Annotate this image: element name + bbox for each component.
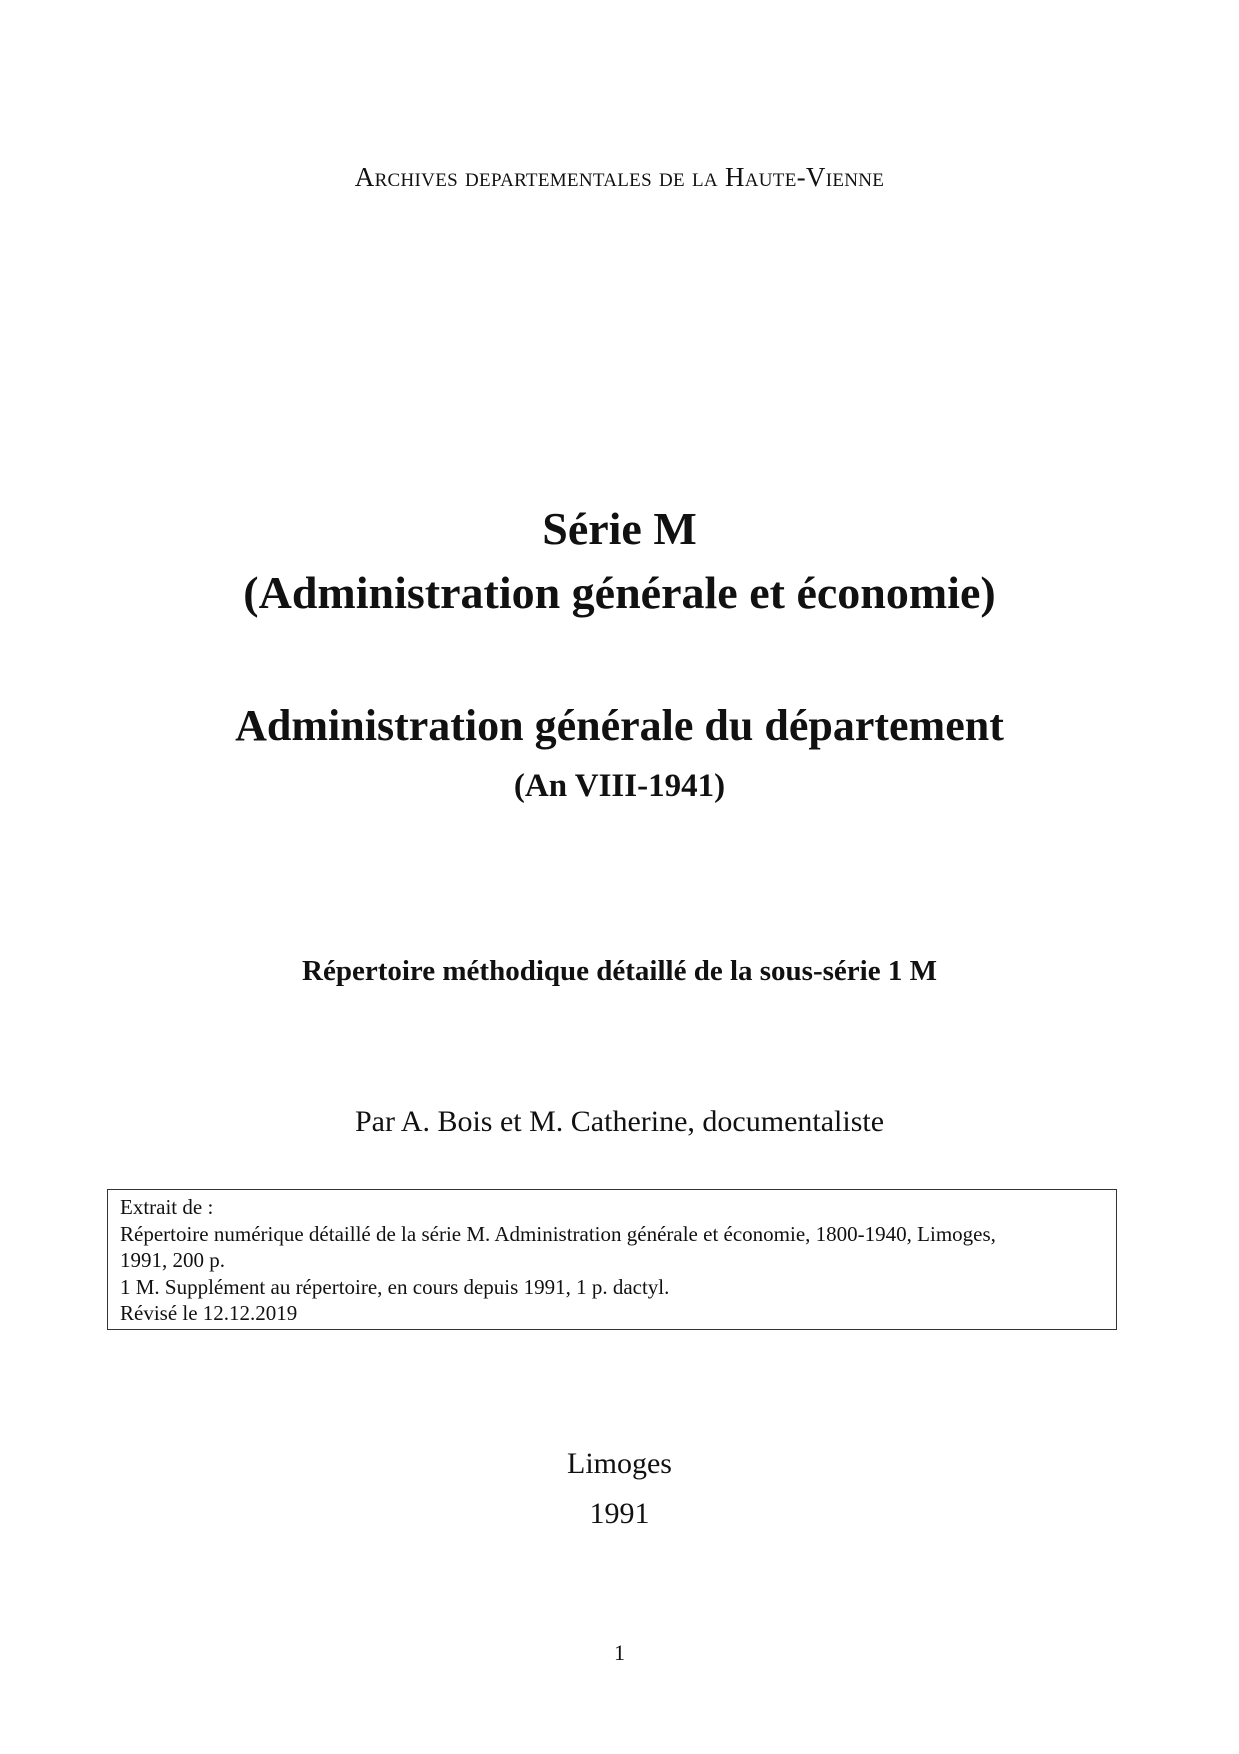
serie-subtitle: (Administration générale et économie) [243, 567, 996, 618]
authors-line: Par A. Bois et M. Catherine, documentaliste [354, 1105, 885, 1138]
main-title: Administration générale du département [235, 701, 1004, 750]
extract-box [107, 1189, 1117, 1330]
extract-line-5: Révisé le 12.12.2019 [120, 1301, 298, 1325]
extract-line-1: Extrait de : [120, 1195, 214, 1219]
date-range: (An VIII-1941) [513, 768, 726, 804]
serie-title-block [0, 497, 1239, 625]
institution-text-2: aute- [744, 162, 806, 192]
serie-title: Série M [542, 503, 697, 554]
document-subtitle: Répertoire méthodique détaillé de la sous-série 1 M [302, 955, 937, 987]
institution-heading [0, 162, 1239, 193]
institution-text-3: ienne [825, 162, 885, 192]
page-number: 1 [614, 1640, 625, 1665]
institution-cap-2: H [724, 162, 745, 192]
publication-place: Limoges [567, 1447, 672, 1480]
publication-year: 1991 [589, 1497, 650, 1530]
extract-line-3: 1991, 200 p. [120, 1248, 225, 1272]
institution-text-1: rchives departementales de la [374, 162, 725, 192]
extract-line-2: Répertoire numérique détaillé de la série M. Administration générale et économie, 1800-1940, Limoges, [120, 1221, 996, 1246]
extract-line-4: 1 M. Supplément au répertoire, en cours depuis 1991, 1 p. dactyl. [120, 1274, 670, 1299]
institution-cap-1: A [354, 162, 375, 192]
institution-cap-3: V [805, 162, 826, 192]
